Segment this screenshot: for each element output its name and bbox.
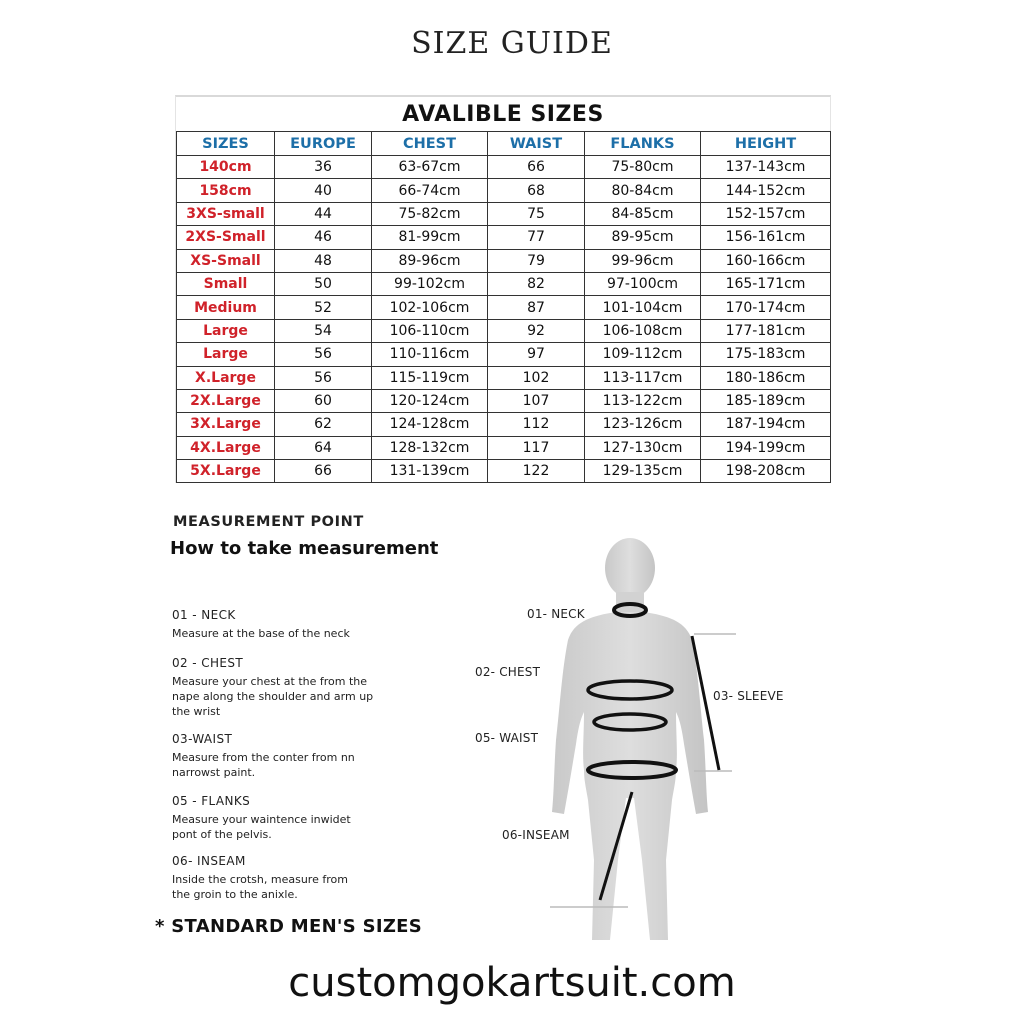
- size-table-container: [175, 95, 831, 483]
- table-cell: 137-143cm: [701, 156, 831, 179]
- table-cell: 75-80cm: [585, 156, 701, 179]
- table-cell: 122: [488, 460, 585, 483]
- col-header-sizes: SIZES: [177, 132, 275, 156]
- table-caption: AVALIBLE SIZES: [402, 102, 604, 127]
- table-cell: 2XS-Small: [177, 226, 275, 249]
- instruction-inseam: [172, 854, 362, 902]
- table-cell: 198-208cm: [701, 460, 831, 483]
- table-cell: 60: [275, 389, 372, 412]
- table-cell: 113-122cm: [585, 389, 701, 412]
- table-cell: 84-85cm: [585, 202, 701, 225]
- table-cell: XS-Small: [177, 249, 275, 272]
- table-row: [177, 343, 831, 366]
- table-cell: 92: [488, 319, 585, 342]
- col-header-flanks: FLANKS: [585, 132, 701, 156]
- table-row: [177, 460, 831, 483]
- table-cell: 63-67cm: [372, 156, 488, 179]
- table-row: [177, 366, 831, 389]
- figure-label-inseam: 06-INSEAM: [502, 828, 570, 842]
- table-cell: 99-102cm: [372, 272, 488, 295]
- table-cell: 152-157cm: [701, 202, 831, 225]
- table-cell: 170-174cm: [701, 296, 831, 319]
- table-cell: 112: [488, 413, 585, 436]
- table-cell: 97-100cm: [585, 272, 701, 295]
- table-cell: 79: [488, 249, 585, 272]
- size-table: [176, 131, 831, 483]
- table-cell: 66: [488, 156, 585, 179]
- table-cell: 68: [488, 179, 585, 202]
- table-cell: 194-199cm: [701, 436, 831, 459]
- table-cell: 50: [275, 272, 372, 295]
- table-cell: 75-82cm: [372, 202, 488, 225]
- table-cell: 160-166cm: [701, 249, 831, 272]
- instruction-desc: Measure your chest at the from the nape along the shoulder and arm up the wrist: [172, 675, 374, 718]
- table-row: [177, 156, 831, 179]
- table-cell: 175-183cm: [701, 343, 831, 366]
- table-cell: 102-106cm: [372, 296, 488, 319]
- table-cell: 64: [275, 436, 372, 459]
- col-header-height: HEIGHT: [701, 132, 831, 156]
- table-cell: 120-124cm: [372, 389, 488, 412]
- table-cell: Large: [177, 343, 275, 366]
- instruction-desc: Measure at the base of the neck: [172, 627, 350, 640]
- table-cell: 3X.Large: [177, 413, 275, 436]
- figure-label-chest: 02- CHEST: [475, 665, 541, 679]
- table-cell: 156-161cm: [701, 226, 831, 249]
- table-cell: 52: [275, 296, 372, 319]
- table-cell: 177-181cm: [701, 319, 831, 342]
- table-cell: 56: [275, 343, 372, 366]
- table-row: [177, 389, 831, 412]
- table-cell: 127-130cm: [585, 436, 701, 459]
- table-cell: 40: [275, 179, 372, 202]
- figure-label-waist: 05- WAIST: [475, 731, 539, 745]
- table-row: [177, 296, 831, 319]
- table-cell: 131-139cm: [372, 460, 488, 483]
- table-cell: 128-132cm: [372, 436, 488, 459]
- table-cell: 180-186cm: [701, 366, 831, 389]
- table-cell: 187-194cm: [701, 413, 831, 436]
- table-row: [177, 436, 831, 459]
- table-row: [177, 272, 831, 295]
- instruction-chest: [172, 656, 392, 719]
- instruction-heading: 05 - FLANKS: [172, 794, 251, 808]
- table-cell: 81-99cm: [372, 226, 488, 249]
- table-cell: 185-189cm: [701, 389, 831, 412]
- table-cell: 77: [488, 226, 585, 249]
- col-header-waist: WAIST: [488, 132, 585, 156]
- table-cell: 97: [488, 343, 585, 366]
- table-cell: 46: [275, 226, 372, 249]
- table-row: [177, 249, 831, 272]
- instruction-heading: 06- INSEAM: [172, 854, 246, 868]
- table-cell: 158cm: [177, 179, 275, 202]
- table-body: [177, 156, 831, 483]
- table-row: [177, 226, 831, 249]
- table-cell: Small: [177, 272, 275, 295]
- table-cell: 110-116cm: [372, 343, 488, 366]
- table-cell: 56: [275, 366, 372, 389]
- table-cell: Large: [177, 319, 275, 342]
- table-cell: 48: [275, 249, 372, 272]
- instruction-flanks: [172, 794, 362, 842]
- table-row: [177, 179, 831, 202]
- table-cell: 2X.Large: [177, 389, 275, 412]
- instruction-heading: 03-WAIST: [172, 732, 233, 746]
- instruction-neck: [172, 608, 422, 641]
- figure-head: [605, 538, 655, 598]
- col-header-europe: EUROPE: [275, 132, 372, 156]
- table-cell: X.Large: [177, 366, 275, 389]
- table-cell: 123-126cm: [585, 413, 701, 436]
- instruction-heading: 01 - NECK: [172, 608, 236, 622]
- table-row: [177, 319, 831, 342]
- instruction-waist: [172, 732, 392, 780]
- table-cell: 102: [488, 366, 585, 389]
- instruction-desc: Inside the crotsh, measure from the groin to the anixle.: [172, 873, 348, 901]
- table-cell: 87: [488, 296, 585, 319]
- table-header-row: [177, 132, 831, 156]
- table-cell: 129-135cm: [585, 460, 701, 483]
- table-cell: 44: [275, 202, 372, 225]
- table-cell: 144-152cm: [701, 179, 831, 202]
- table-cell: 115-119cm: [372, 366, 488, 389]
- table-cell: 106-110cm: [372, 319, 488, 342]
- table-cell: 165-171cm: [701, 272, 831, 295]
- table-cell: 113-117cm: [585, 366, 701, 389]
- instruction-desc: Measure your waintence inwidet pont of the pelvis.: [172, 813, 351, 841]
- table-cell: 66-74cm: [372, 179, 488, 202]
- table-cell: 107: [488, 389, 585, 412]
- table-cell: 80-84cm: [585, 179, 701, 202]
- table-cell: 75: [488, 202, 585, 225]
- figure-label-neck: 01- NECK: [527, 607, 585, 621]
- table-cell: 82: [488, 272, 585, 295]
- table-cell: 62: [275, 413, 372, 436]
- table-cell: 89-96cm: [372, 249, 488, 272]
- instruction-heading: 02 - CHEST: [172, 656, 244, 670]
- website-url: customgokartsuit.com: [288, 960, 736, 1006]
- table-row: [177, 413, 831, 436]
- measurement-section-title: MEASUREMENT POINT: [173, 514, 364, 530]
- table-cell: 124-128cm: [372, 413, 488, 436]
- page-title: SIZE GUIDE: [411, 26, 613, 61]
- table-cell: 101-104cm: [585, 296, 701, 319]
- instruction-desc: Measure from the conter from nn narrowst paint.: [172, 751, 355, 779]
- table-row: [177, 202, 831, 225]
- table-cell: 89-95cm: [585, 226, 701, 249]
- table-cell: 109-112cm: [585, 343, 701, 366]
- table-cell: 4X.Large: [177, 436, 275, 459]
- table-cell: 117: [488, 436, 585, 459]
- measurement-subtitle: How to take measurement: [170, 538, 439, 559]
- table-cell: 5X.Large: [177, 460, 275, 483]
- standard-sizes-note: * STANDARD MEN'S SIZES: [155, 916, 423, 937]
- table-cell: 54: [275, 319, 372, 342]
- table-cell: 3XS-small: [177, 202, 275, 225]
- table-cell: 99-96cm: [585, 249, 701, 272]
- table-cell: 140cm: [177, 156, 275, 179]
- table-cell: 36: [275, 156, 372, 179]
- table-cell: Medium: [177, 296, 275, 319]
- table-cell: 66: [275, 460, 372, 483]
- table-cell: 106-108cm: [585, 319, 701, 342]
- col-header-chest: CHEST: [372, 132, 488, 156]
- figure-label-sleeve: 03- SLEEVE: [713, 689, 784, 703]
